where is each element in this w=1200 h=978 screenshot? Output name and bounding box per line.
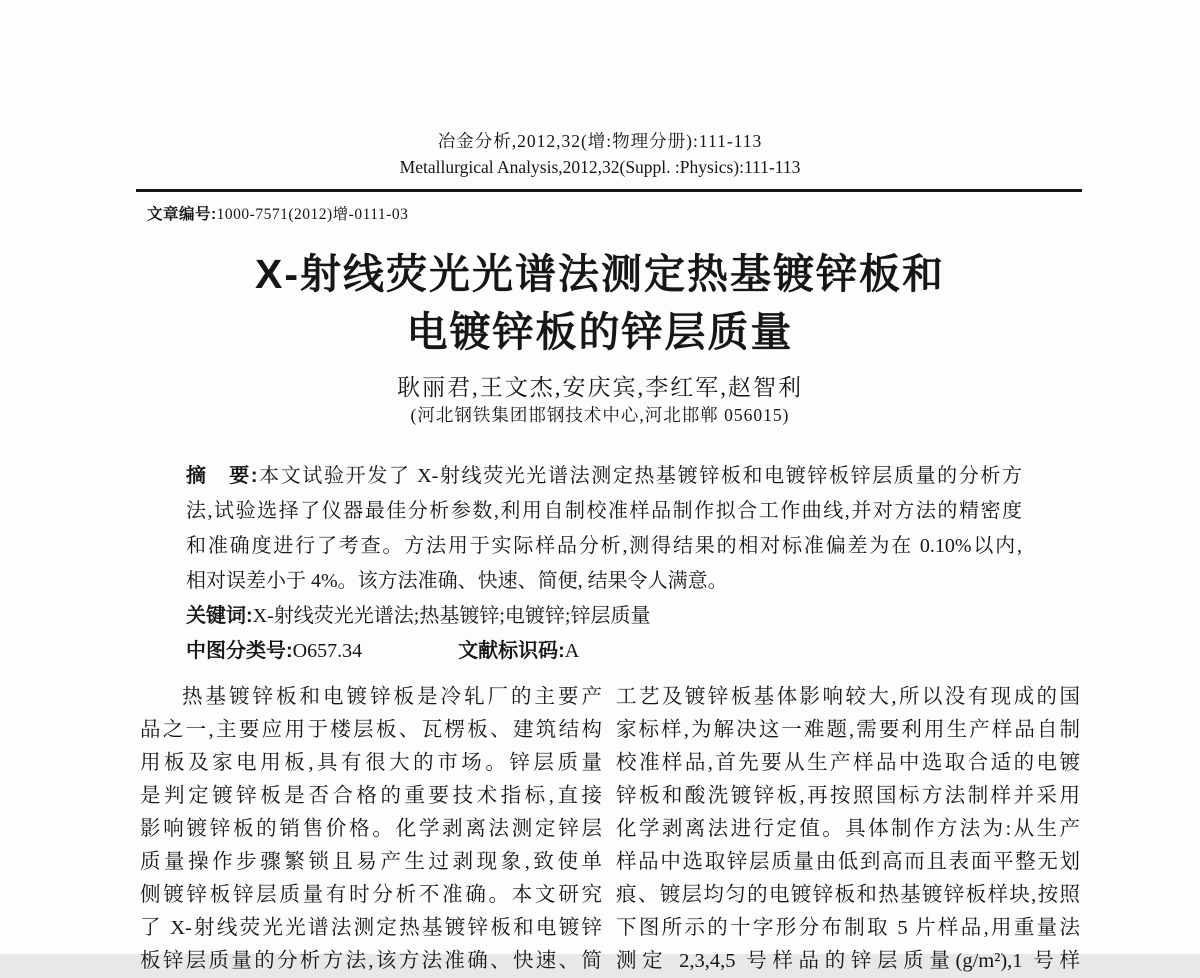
- keywords-text: X-射线荧光光谱法;热基镀锌;电镀锌;锌层质量: [252, 605, 651, 627]
- affiliation-line: (河北钢铁集团邯钢技术中心,河北邯郸 056015): [410, 405, 790, 425]
- paper-title-line2: 电镀锌板的锌层质量: [406, 309, 794, 355]
- body-left-line-8: 了 X-射线荧光光谱法测定热基镀锌板和电镀锌: [140, 917, 602, 939]
- body-left-line-9-clipped: 板锌层质量的分析方法,该方法准确、快速、简: [140, 950, 602, 972]
- abstract-line-2: 法,试验选择了仪器最佳分析参数,利用自制校准样品制作拟合工作曲线,并对方法的精密度: [186, 500, 1022, 522]
- abstract-line-4: 相对误差小于 4%。该方法准确、快速、简便, 结果令人满意。: [186, 570, 728, 592]
- doc-code-value: A: [564, 640, 580, 662]
- keywords-label: 关键词:: [186, 605, 253, 627]
- abstract-line-1: [186, 459, 1022, 494]
- body-right-line-2: 家标样,为解决这一难题,需要利用生产样品自制: [616, 719, 1080, 741]
- article-number-label: 文章编号:: [147, 206, 217, 223]
- body-right-line-4: 锌板和酸洗镀锌板,再按照国标方法制样并采用: [616, 785, 1080, 807]
- clc-label: 中图分类号:: [186, 640, 293, 662]
- paper-title-line1: X-射线荧光光谱法测定热基镀锌板和: [255, 251, 945, 297]
- body-left-line-5: 影响镀锌板的销售价格。化学剥离法测定锌层: [140, 818, 602, 840]
- abstract-line-3: 和准确度进行了考查。方法用于实际样品分析,测得结果的相对标准偏差为在 0.10%以内,: [186, 535, 1022, 557]
- body-left-line-7: 侧镀锌板锌层质量有时分析不准确。本文研究: [140, 884, 602, 906]
- body-left-line-2: 品之一,主要应用于楼层板、瓦楞板、建筑结构: [140, 719, 602, 741]
- journal-citation-cn: 冶金分析,2012,32(增:物理分册):111-113: [437, 131, 763, 151]
- body-right-line-6: 样品中选取锌层质量由低到高而且表面平整无划: [616, 851, 1080, 873]
- journal-citation-en: Metallurgical Analysis,2012,32(Suppl. :Physics):111-113: [399, 157, 801, 177]
- header-divider-rule: [136, 189, 1082, 192]
- abstract-line-1-text: 本文试验开发了 X-射线荧光光谱法测定热基镀锌板和电镀锌板锌层质量的分析方: [257, 465, 1022, 487]
- article-number: [147, 202, 408, 224]
- body-right-line-5: 化学剥离法进行定值。具体制作方法为:从生产: [616, 818, 1080, 840]
- body-right-line-3: 校准样品,首先要从生产样品中选取合适的电镀: [616, 752, 1080, 774]
- body-right-line-7: 痕、镀层均匀的电镀锌板和热基镀锌板样块,按照: [616, 884, 1080, 906]
- classification-line: [186, 634, 1022, 669]
- body-right-line-8: 下图所示的十字形分布制取 5 片样品,用重量法: [616, 917, 1080, 939]
- keywords-line: [186, 599, 1022, 634]
- body-left-line-3: 用板及家电用板,具有很大的市场。锌层质量: [140, 752, 602, 774]
- body-left-line-4: 是判定镀锌板是否合格的重要技术指标,直接: [140, 785, 602, 807]
- body-column-left: [140, 681, 602, 978]
- abstract-label: 摘 要:: [186, 465, 258, 487]
- doc-code-label: 文献标识码:: [458, 640, 565, 662]
- clc-value: O657.34: [292, 640, 363, 662]
- abstract-block: [186, 459, 1022, 669]
- body-left-line-6: 质量操作步骤繁锁且易产生过剥现象,致使单: [140, 851, 602, 873]
- body-column-right: [616, 681, 1080, 978]
- body-left-line-1: 热基镀锌板和电镀锌板是冷轧厂的主要产: [182, 686, 602, 708]
- body-right-line-9-clipped: 测定 2,3,4,5 号样品的锌层质量(g/m²),1 号样: [616, 950, 1080, 972]
- authors-line: 耿丽君,王文杰,安庆宾,李红军,赵智利: [397, 375, 803, 400]
- body-right-line-1: 工艺及镀锌板基体影响较大,所以没有现成的国: [616, 686, 1080, 708]
- article-number-value: 1000-7571(2012)增-0111-03: [216, 206, 409, 223]
